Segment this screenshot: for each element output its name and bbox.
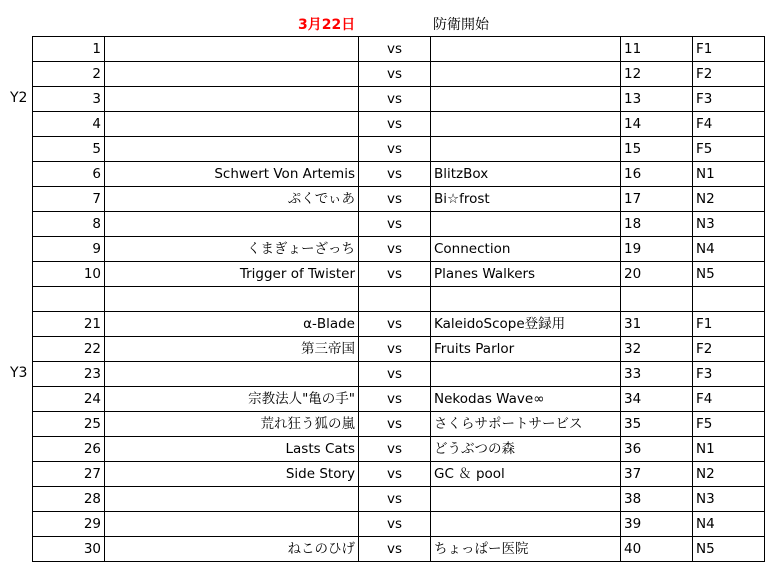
home-team-cell[interactable]: くまぎょーざっち: [105, 237, 359, 262]
table-row: [33, 62, 765, 87]
table-row: [33, 412, 765, 437]
title-heading: 防衛開始: [433, 17, 489, 33]
match-number-cell[interactable]: 25: [33, 412, 105, 437]
vs-cell[interactable]: vs: [359, 212, 431, 237]
table-row: [33, 87, 765, 112]
slot-code-cell[interactable]: N5: [693, 262, 765, 287]
table-row: [33, 187, 765, 212]
vs-cell[interactable]: vs: [359, 537, 431, 562]
home-team-cell[interactable]: Side Story: [105, 462, 359, 487]
away-team-cell[interactable]: [431, 487, 621, 512]
away-team-cell[interactable]: [431, 137, 621, 162]
vs-cell[interactable]: vs: [359, 112, 431, 137]
away-team-cell[interactable]: [431, 87, 621, 112]
match-number-cell[interactable]: 28: [33, 487, 105, 512]
slot-code-cell[interactable]: F5: [693, 137, 765, 162]
vs-cell[interactable]: vs: [359, 162, 431, 187]
table-row: [33, 37, 765, 62]
vs-cell[interactable]: vs: [359, 262, 431, 287]
slot-code-cell[interactable]: F4: [693, 387, 765, 412]
home-team-cell[interactable]: [105, 62, 359, 87]
table-row: [33, 362, 765, 387]
away-team-cell[interactable]: どうぶつの森: [431, 437, 621, 462]
match-number-cell[interactable]: 1: [33, 37, 105, 62]
vs-cell[interactable]: vs: [359, 512, 431, 537]
seed-number-cell[interactable]: 12: [621, 62, 693, 87]
home-team-cell[interactable]: 荒れ狂う狐の嵐: [105, 412, 359, 437]
table-row: [33, 237, 765, 262]
slot-code-cell[interactable]: F3: [693, 87, 765, 112]
vs-cell[interactable]: vs: [359, 362, 431, 387]
match-number-cell[interactable]: 24: [33, 387, 105, 412]
slot-code-cell[interactable]: F3: [693, 362, 765, 387]
home-team-cell[interactable]: [105, 112, 359, 137]
away-team-cell[interactable]: ちょっぱー医院: [431, 537, 621, 562]
home-team-cell[interactable]: 宗教法人"亀の手": [105, 387, 359, 412]
seed-number-cell[interactable]: 18: [621, 212, 693, 237]
slot-code-cell[interactable]: F1: [693, 312, 765, 337]
seed-number-cell[interactable]: 11: [621, 37, 693, 62]
seed-number-cell[interactable]: 13: [621, 87, 693, 112]
slot-code-cell[interactable]: N5: [693, 537, 765, 562]
seed-number-cell[interactable]: 39: [621, 512, 693, 537]
home-team-cell[interactable]: Lasts Cats: [105, 437, 359, 462]
slot-code-cell[interactable]: [693, 287, 765, 312]
table-row: [33, 512, 765, 537]
slot-code-cell[interactable]: F1: [693, 37, 765, 62]
vs-cell[interactable]: vs: [359, 462, 431, 487]
away-team-cell[interactable]: [431, 212, 621, 237]
date-heading: 3月22日: [298, 17, 356, 33]
away-team-cell[interactable]: Fruits Parlor: [431, 337, 621, 362]
table-row: [33, 262, 765, 287]
table-row: [33, 337, 765, 362]
match-table-body: [33, 37, 765, 562]
table-row: [33, 537, 765, 562]
seed-number-cell[interactable]: 38: [621, 487, 693, 512]
seed-number-cell[interactable]: 19: [621, 237, 693, 262]
match-number-cell[interactable]: 21: [33, 312, 105, 337]
home-team-cell[interactable]: [105, 362, 359, 387]
vs-cell[interactable]: vs: [359, 137, 431, 162]
slot-code-cell[interactable]: F5: [693, 412, 765, 437]
match-number-cell[interactable]: 5: [33, 137, 105, 162]
away-team-cell[interactable]: GC ＆ pool: [431, 462, 621, 487]
seed-number-cell[interactable]: 37: [621, 462, 693, 487]
slot-code-cell[interactable]: N2: [693, 187, 765, 212]
group-label-y2: Y2: [10, 90, 28, 106]
home-team-cell[interactable]: 第三帝国: [105, 337, 359, 362]
home-team-cell[interactable]: [105, 287, 359, 312]
match-number-cell[interactable]: 27: [33, 462, 105, 487]
seed-number-cell[interactable]: 17: [621, 187, 693, 212]
vs-cell[interactable]: vs: [359, 187, 431, 212]
table-row: [33, 287, 765, 312]
home-team-cell[interactable]: [105, 212, 359, 237]
match-number-cell[interactable]: 30: [33, 537, 105, 562]
match-number-cell[interactable]: 22: [33, 337, 105, 362]
away-team-cell[interactable]: Nekodas Wave∞: [431, 387, 621, 412]
match-number-cell[interactable]: [33, 287, 105, 312]
vs-cell[interactable]: vs: [359, 337, 431, 362]
table-row: [33, 137, 765, 162]
seed-number-cell[interactable]: 36: [621, 437, 693, 462]
vs-cell[interactable]: vs: [359, 87, 431, 112]
home-team-cell[interactable]: ねこのひげ: [105, 537, 359, 562]
seed-number-cell[interactable]: 32: [621, 337, 693, 362]
home-team-cell[interactable]: Trigger of Twister: [105, 262, 359, 287]
match-table: [32, 36, 765, 562]
vs-cell[interactable]: vs: [359, 312, 431, 337]
away-team-cell[interactable]: Planes Walkers: [431, 262, 621, 287]
slot-code-cell[interactable]: N3: [693, 487, 765, 512]
match-number-cell[interactable]: 3: [33, 87, 105, 112]
table-row: [33, 437, 765, 462]
match-number-cell[interactable]: 6: [33, 162, 105, 187]
vs-cell[interactable]: vs: [359, 412, 431, 437]
slot-code-cell[interactable]: F4: [693, 112, 765, 137]
vs-cell[interactable]: vs: [359, 387, 431, 412]
away-team-cell[interactable]: KaleidoScope登録用: [431, 312, 621, 337]
seed-number-cell[interactable]: 33: [621, 362, 693, 387]
seed-number-cell[interactable]: 40: [621, 537, 693, 562]
match-number-cell[interactable]: 2: [33, 62, 105, 87]
seed-number-cell[interactable]: 20: [621, 262, 693, 287]
away-team-cell[interactable]: [431, 512, 621, 537]
away-team-cell[interactable]: [431, 287, 621, 312]
away-team-cell[interactable]: [431, 362, 621, 387]
vs-cell[interactable]: vs: [359, 37, 431, 62]
home-team-cell[interactable]: ぷくでぃあ: [105, 187, 359, 212]
table-row: [33, 462, 765, 487]
slot-code-cell[interactable]: F2: [693, 337, 765, 362]
home-team-cell[interactable]: [105, 137, 359, 162]
slot-code-cell[interactable]: N1: [693, 162, 765, 187]
away-team-cell[interactable]: BlitzBox: [431, 162, 621, 187]
match-number-cell[interactable]: 7: [33, 187, 105, 212]
match-number-cell[interactable]: 4: [33, 112, 105, 137]
slot-code-cell[interactable]: N3: [693, 212, 765, 237]
home-team-cell[interactable]: [105, 487, 359, 512]
match-number-cell[interactable]: 23: [33, 362, 105, 387]
home-team-cell[interactable]: α-Blade: [105, 312, 359, 337]
match-number-cell[interactable]: 10: [33, 262, 105, 287]
away-team-cell[interactable]: [431, 62, 621, 87]
seed-number-cell[interactable]: 15: [621, 137, 693, 162]
away-team-cell[interactable]: Bi☆frost: [431, 187, 621, 212]
slot-code-cell[interactable]: F2: [693, 62, 765, 87]
home-team-cell[interactable]: [105, 512, 359, 537]
seed-number-cell[interactable]: [621, 287, 693, 312]
match-number-cell[interactable]: 26: [33, 437, 105, 462]
match-number-cell[interactable]: 9: [33, 237, 105, 262]
table-row: [33, 387, 765, 412]
match-number-cell[interactable]: 29: [33, 512, 105, 537]
seed-number-cell[interactable]: 35: [621, 412, 693, 437]
slot-code-cell[interactable]: N1: [693, 437, 765, 462]
vs-cell[interactable]: vs: [359, 437, 431, 462]
table-row: [33, 162, 765, 187]
away-team-cell[interactable]: [431, 37, 621, 62]
match-number-cell[interactable]: 8: [33, 212, 105, 237]
vs-cell[interactable]: [359, 287, 431, 312]
table-row: [33, 212, 765, 237]
vs-cell[interactable]: vs: [359, 487, 431, 512]
slot-code-cell[interactable]: N2: [693, 462, 765, 487]
slot-code-cell[interactable]: N4: [693, 512, 765, 537]
away-team-cell[interactable]: [431, 112, 621, 137]
table-row: [33, 312, 765, 337]
vs-cell[interactable]: vs: [359, 62, 431, 87]
home-team-cell[interactable]: [105, 87, 359, 112]
away-team-cell[interactable]: Connection: [431, 237, 621, 262]
seed-number-cell[interactable]: 34: [621, 387, 693, 412]
seed-number-cell[interactable]: 16: [621, 162, 693, 187]
table-row: [33, 112, 765, 137]
home-team-cell[interactable]: Schwert Von Artemis: [105, 162, 359, 187]
away-team-cell[interactable]: さくらサポートサービス: [431, 412, 621, 437]
slot-code-cell[interactable]: N4: [693, 237, 765, 262]
home-team-cell[interactable]: [105, 37, 359, 62]
seed-number-cell[interactable]: 31: [621, 312, 693, 337]
vs-cell[interactable]: vs: [359, 237, 431, 262]
group-label-y3: Y3: [10, 365, 28, 381]
table-row: [33, 487, 765, 512]
seed-number-cell[interactable]: 14: [621, 112, 693, 137]
